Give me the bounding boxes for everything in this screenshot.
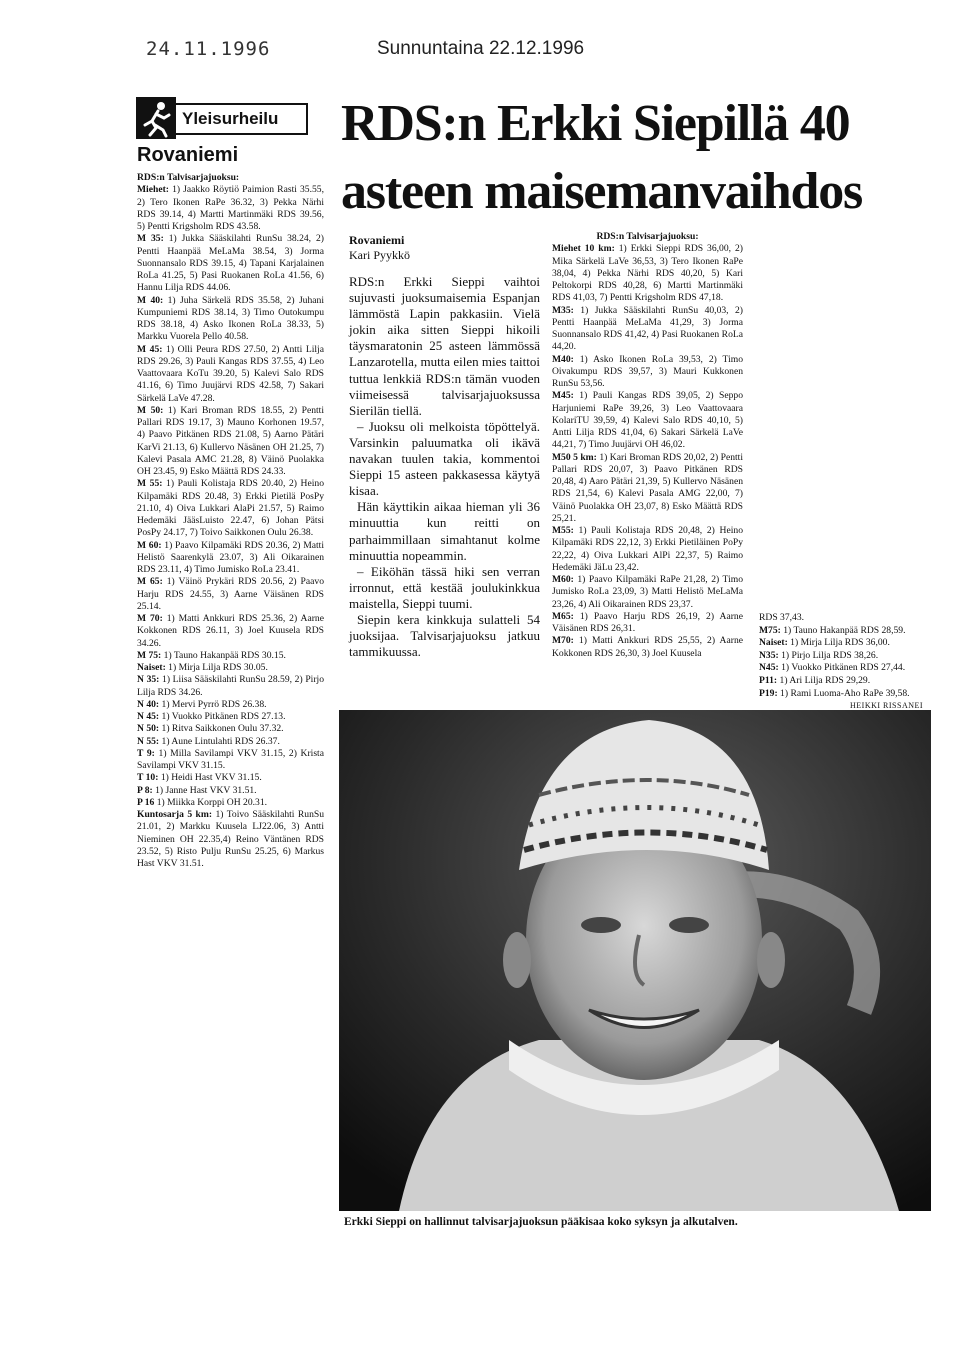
byline-place: Rovaniemi	[349, 233, 405, 247]
section-label: Yleisurheilu	[174, 103, 308, 135]
result-category: N35:	[759, 649, 779, 661]
result-text: 1) Liisa Sääskilahti RunSu 28.59, 2) Pirjo Lilja RDS 34.26.	[137, 674, 324, 698]
result-text: 1) Mirja Lilja RDS 36,00.	[787, 637, 890, 649]
result-entry	[552, 354, 743, 391]
result-category: M65:	[552, 610, 574, 622]
result-category: Miehet 10 km:	[552, 243, 615, 255]
result-entry	[137, 172, 324, 184]
result-entry	[759, 675, 919, 688]
result-category: M 70:	[137, 613, 163, 624]
result-category: M35:	[552, 304, 574, 316]
result-category: T 9:	[137, 747, 155, 759]
result-text: 1) Kari Broman RDS 20,02, 2) Pentti Pallari RDS 20,07, 3) Paavo Pitkänen RDS 20,48, 4) Aaro Pätäri 21,39, 5) Kullervo Näsänen RDS 21,54, 6) Kalevi Pasala AMG 22,00, 7) Väinö Puolakka OH 23,07, 8) Esko Määttä RDS 25,21.	[552, 451, 744, 524]
result-text: 1) Tauno Hakanpää RDS 28,59.	[780, 624, 906, 636]
result-category: Naiset:	[137, 662, 166, 673]
result-entry	[137, 809, 324, 870]
result-entry	[137, 797, 324, 809]
result-category: M50 5 km:	[552, 451, 597, 463]
result-text: 1) Pauli Kolistaja RDS 20,48, 2) Heino Kilpamäki RDS 22,12, 3) Erkki Pietiläinen PoPy 22,22, 4) Oiva Lukkari AlPi 22,37, 5) Raimo Hedemäki JäLu 23,42.	[552, 525, 743, 573]
result-category: N 35:	[137, 674, 160, 686]
result-category: M 45:	[137, 343, 163, 355]
right-results-column	[759, 612, 919, 700]
result-text: 1) Matti Ankkuri RDS 25,55, 2) Aarne Kokkonen RDS 26,30, 3) Joel Kuusela	[552, 635, 743, 659]
result-entry	[137, 650, 324, 662]
result-text: 1) Paavo Kilpamäki RaPe 21,28, 2) Timo Jumisko RoLa 23,09, 3) Matti Helistö MeLaMa 23,26, 4) Ali Oikarainen RDS 23,37.	[552, 574, 743, 610]
runner-icon	[136, 97, 176, 139]
result-text: 1) Heidi Hast VKV 31.15.	[158, 772, 262, 784]
result-category: M45:	[552, 390, 574, 402]
result-text: 1) Pauli Kangas RDS 39,05, 2) Seppo Harjuniemi RaPe 39,26, 3) Leo Vaattovaara KolariTU 39,59, 4) Kalevi Salo RDS 40,10, 5) Antti Lilja RDS 41,04, 6) Sakari Särkelä LaVe 44,21, 7) Timo Juujärvi OH 46,02.	[552, 390, 743, 451]
result-entry	[137, 748, 324, 773]
result-entry	[552, 305, 743, 354]
result-text: 1) Matti Ankkuri RDS 25.36, 2) Aarne Kokkonen RDS 26.11, 3) Joel Kuusela RDS 34.26.	[137, 613, 324, 649]
result-text: 1) Pirjo Lilja RDS 38,26.	[778, 649, 879, 661]
result-entry	[137, 711, 324, 723]
result-text: 1) Erkki Sieppi RDS 36,00, 2) Mika Särkelä LaVe 36,53, 3) Tero Ikonen RaPe 38,04, 4) Pekka Närhi RDS 40,20, 5) Kari Peltokorpi RDS 40,28, 6) Martti Martinmäki RDS 41,03, 7) Pentti Krigsholm RDS 47,18.	[552, 243, 743, 304]
result-text: 1) Vuokko Pitkänen RDS 27,44.	[778, 662, 906, 674]
result-text: 1) Asko Ikonen RoLa 39,53, 2) Timo Oivakumpu RDS 39,57, 3) Mauri Kukkonen RunSu 53,56.	[552, 353, 743, 389]
result-text: 1) Väinö Prykäri RDS 20.56, 2) Paavo Harju RDS 24.55, 3) Aarne Väisänen RDS 25.14.	[137, 576, 324, 612]
result-category: M 75:	[137, 649, 162, 661]
result-category: M55:	[552, 525, 574, 536]
result-category: Kuntosarja 5 km:	[137, 809, 213, 820]
result-category: P 16	[137, 796, 155, 808]
result-entry	[137, 478, 324, 539]
result-entry	[759, 688, 919, 701]
result-category: RDS:n Talvisarjajuoksu:	[137, 172, 240, 183]
result-text: 1) Mirja Lilja RDS 30.05.	[165, 662, 268, 673]
result-entry	[552, 611, 743, 636]
result-entry	[137, 540, 324, 577]
photo-credit: HEIKKI RISSANEI	[850, 701, 924, 710]
result-category: N 55:	[137, 735, 160, 747]
byline	[349, 233, 410, 263]
result-category: N 50:	[137, 723, 160, 735]
result-text: 1) Jaakko Röytiö Paimion Rasti 35.55, 2) Tero Ikonen RaPe 36.32, 3) Pekka Närhi RDS 39.14, 4) Martti Martinmäki RDS 39.56, 5) Pentti Krigsholm RDS 43.58.	[137, 184, 324, 232]
runner-photo	[339, 710, 931, 1211]
result-text: 1) Ritva Saikkonen Oulu 37.32.	[159, 723, 284, 735]
result-entry	[759, 662, 919, 675]
result-text: 1) Ari Lilja RDS 29,29.	[777, 674, 871, 686]
photo-caption: Erkki Sieppi on hallinnut talvisarjajuoksun pääkisaa koko syksyn ja alkutalven.	[344, 1216, 738, 1228]
result-category: M70:	[552, 635, 574, 647]
result-entry	[552, 574, 743, 611]
result-entry	[137, 613, 324, 650]
result-text: 1) Rami Luoma-Aho RaPe 39,58.	[777, 687, 910, 699]
result-category: P11:	[759, 674, 778, 686]
result-category: N45:	[759, 662, 779, 674]
result-category: Naiset:	[759, 637, 788, 649]
result-text: 1) Tauno Hakanpää RDS 30.15.	[161, 649, 286, 661]
section-city: Rovaniemi	[137, 144, 239, 166]
result-entry	[552, 243, 743, 304]
result-entry	[137, 344, 324, 405]
result-category: T 10:	[137, 772, 159, 784]
headline: RDS:n Erkki Siepillä 40 asteen maisemanvaihdos	[341, 95, 863, 220]
result-category: P 8:	[137, 784, 153, 796]
mid-results-column	[552, 231, 743, 660]
result-category: P19:	[759, 687, 778, 699]
article-paragraph: Hän käyttikin aikaa hieman yli 36 minuuttia kun reitti on parhaimmillaan simahtanut kolme minuuttia nopeammin.	[349, 499, 540, 563]
result-category: M60:	[552, 574, 574, 585]
result-category: M 50:	[137, 404, 164, 416]
result-text: 1) Janne Hast VKV 31.51.	[152, 784, 257, 796]
result-entry	[137, 233, 324, 294]
result-entry	[759, 625, 919, 638]
result-category: N 45:	[137, 711, 160, 722]
result-category: M40:	[552, 353, 574, 365]
result-entry	[137, 785, 324, 797]
result-category: Miehet:	[137, 184, 169, 196]
result-text: 1) Mervi Pyrrö RDS 26.38.	[159, 698, 267, 710]
article-paragraph: RDS:n Erkki Sieppi vaihtoi sujuvasti juoksumaisemia Espanjan lämmöstä Lapin pakkasiin. Vielä jokin aika sitten Sieppi hikoili täysmaratonin 25 asteen lämmössä Lanzarotella, mutta eilen mies taittoi tuttua lenkkiä RDS:n tämän vuoden viimeisessä talvisarjajuoksussa Sierilän tiellä.	[349, 274, 540, 418]
result-category: M 40:	[137, 294, 164, 306]
result-text: 1) Pauli Kolistaja RDS 20.40, 2) Heino Kilpamäki RDS 20.48, 3) Erkki Pietilä PosPy 21.10, 4) Oiva Lukkari AlaPi 21.57, 5) Raimo Hedemäki JääsLuisto 22.47, 6) Johan Pätsi PosPy 24.17, 7) Toivo Saikkonen Oulu 26.38.	[137, 478, 324, 539]
result-category: M 65:	[137, 576, 163, 588]
left-results-column	[137, 172, 324, 870]
result-text: 1) Paavo Harju RDS 26,19, 2) Aarne Väisänen RDS 26,31.	[552, 610, 743, 634]
result-entry	[759, 650, 919, 663]
result-category: M 55:	[137, 478, 163, 490]
result-category: M75:	[759, 624, 781, 636]
result-text: 1) Aune Lintulahti RDS 26.37.	[159, 735, 280, 747]
result-entry	[552, 452, 743, 526]
result-text: 1) Juha Särkelä RDS 35.58, 2) Juhani Kumpuniemi RDS 38.14, 3) Timo Outokumpu RDS 38.18, 4) Asko Ikonen RoLa 38.33, 5) Markku Vuorela Pello 40.58.	[137, 294, 324, 343]
article-paragraph: – Juoksu oli melkoista töpöttelyä. Varsinkin paluumatka oli ikävä navakan tuulen takia, kommentoi Sieppi 15 asteen pakkasessa käytyä kisaa.	[349, 418, 540, 499]
result-text: 1) Jukka Sääskilahti RunSu 38.24, 2) Pentti Haanpää MeLaMa 38.54, 3) Jorma Suonnansalo RDS 39.15, 4) Tapani Karjalainen RoLa 41.25, 5) Pasi Ruokanen RoLa 41.56, 6) Hannu Lilja RDS 44.06.	[137, 233, 325, 294]
result-category: M 35:	[137, 233, 164, 245]
result-entry	[759, 637, 919, 650]
result-entry	[137, 662, 324, 674]
article-paragraph: – Eiköhän tässä hiki sen verran irronnut, että kestää joulukinkkua maistella, Sieppi tuumi.	[349, 563, 540, 611]
handwritten-date: 24.11.1996	[146, 38, 271, 60]
result-entry	[552, 525, 743, 574]
print-date: Sunnuntaina 22.12.1996	[377, 38, 585, 59]
result-text: 1) Kari Broman RDS 18.55, 2) Pentti Pallari RDS 19.17, 3) Mauno Korhonen 19.57, 4) Paavo Pitkänen RDS 21.08, 5) Aarno Pätäri KarVi 21.13, 6) Kullervo Näsänen OH 21.25, 7) Kalevi Pasala AMC 21.28, 8) Väinö Puolakka OH 23.45, 9) Esko Määttä RDS 24.33.	[137, 404, 324, 477]
result-entry	[137, 736, 324, 748]
article-body	[349, 274, 540, 660]
result-category: N 40:	[137, 698, 160, 710]
result-text: 1) Vuokko Pitkänen RDS 27.13.	[159, 711, 286, 722]
result-entry	[137, 295, 324, 344]
result-entry	[137, 723, 324, 735]
result-text: 1) Paavo Kilpamäki RDS 20.36, 2) Matti Helistö Saarenkylä 23.07, 3) Ali Oikarainen RDS 23.11, 4) Timo Jumisko RoLa 23.41.	[137, 539, 324, 575]
result-entry	[137, 405, 324, 479]
result-text: 1) Miikka Korppi OH 20.31.	[154, 796, 268, 808]
byline-author: Kari Pyykkö	[349, 248, 410, 262]
article-paragraph: Siepin kera kinkkuja sulatteli 54 juoksijaa. Talvisarjajuoksu jatkuu tammikuussa.	[349, 611, 540, 660]
result-category: M 60:	[137, 539, 162, 551]
result-entry	[759, 612, 919, 625]
result-text: 1) Toivo Sääskilahti RunSu 21.01, 2) Markku Kuusela LJ22.06, 3) Antti Nieminen OH 22.35,4) Reino Väntänen RDS 23.52, 5) Risto Pulju RunSu 25.25, 6) Markus Hast VKV 31.51.	[137, 809, 324, 869]
results-heading: RDS:n Talvisarjajuoksu:	[596, 231, 699, 242]
result-entry	[137, 576, 324, 613]
result-entry	[552, 635, 743, 660]
result-entry	[552, 390, 743, 451]
result-entry	[137, 184, 324, 233]
result-text: 1) Olli Peura RDS 27.50, 2) Antti Lilja RDS 29.26, 3) Pauli Kangas RDS 37.55, 4) Leo Vaattovaara KoTu 39.20, 5) Kalevi Salo RDS 41.16, 6) Timo Juujärvi RDS 42.58, 7) Sakari Särkelä LaVe 47.28.	[137, 343, 324, 404]
result-entry	[137, 772, 324, 784]
result-text: 1) Milla Savilampi VKV 31.15, 2) Krista Savilampi VKV 31.15.	[137, 747, 324, 771]
result-entry	[137, 674, 324, 699]
section-logo	[136, 97, 306, 141]
result-text: 1) Jukka Sääskilahti RunSu 40,03, 2) Pentti Haanpää MeLaMa 41,29, 3) Jorma Suonnansalo RDS 41,42, 4) Pasi Ruokanen RoLa 44,20.	[552, 304, 743, 353]
result-entry	[137, 699, 324, 711]
result-text: RDS 37,43.	[759, 612, 805, 623]
